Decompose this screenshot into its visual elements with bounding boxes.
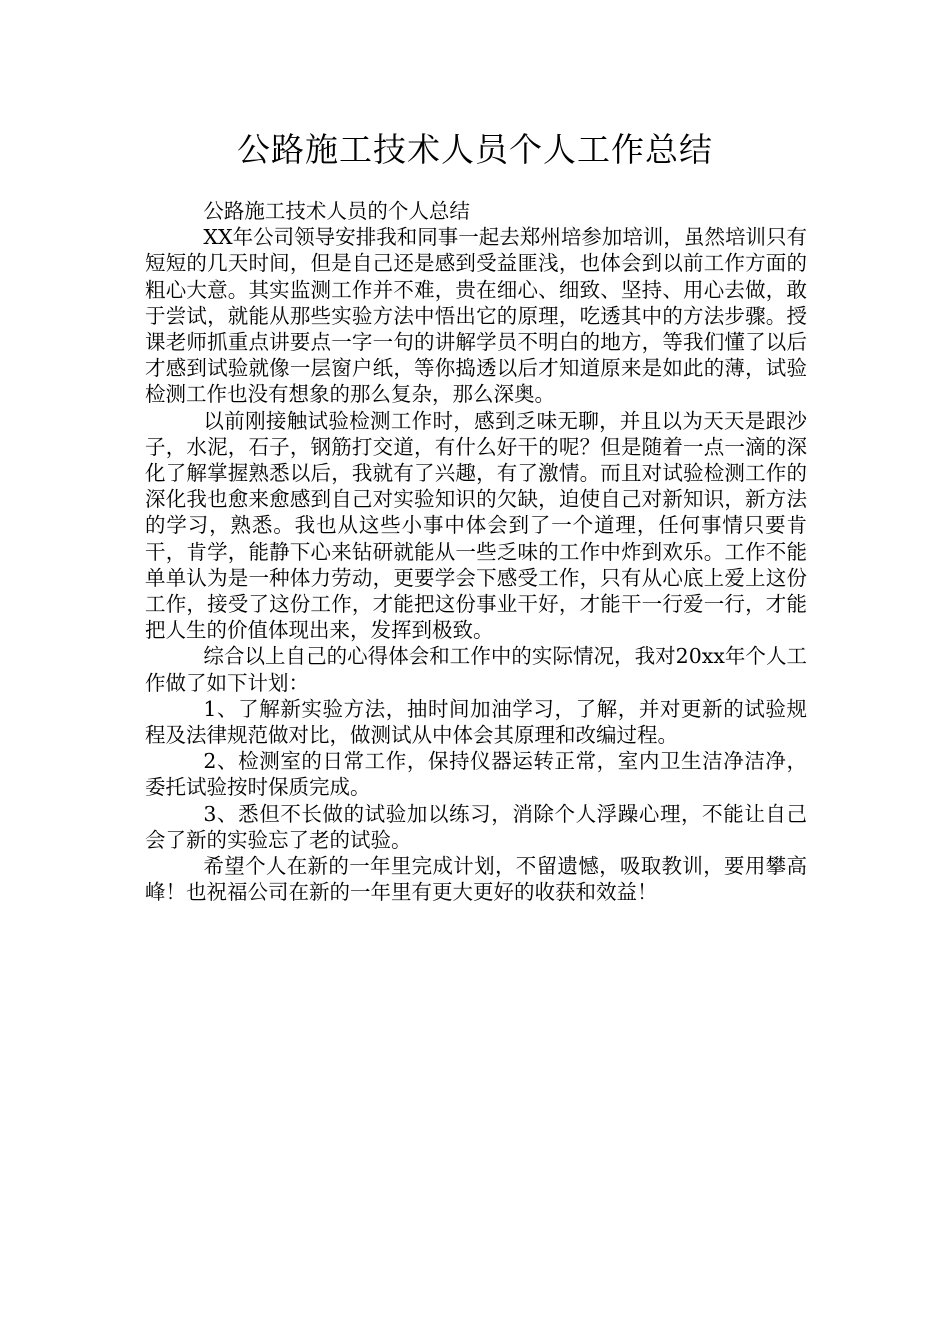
- closing-paragraph: 希望个人在新的一年里完成计划，不留遗憾，吸取教训，要用攀高峰！也祝福公司在新的一年里有更大更好的收获和效益！: [145, 854, 807, 905]
- body-paragraph: 以前刚接触试验检测工作时，感到乏味无聊，并且以为天天是跟沙子，水泥，石子，钢筋打交道，有什么好干的呢？但是随着一点一滴的深化了解掌握熟悉以后，我就有了兴趣，有了激情。而且对试验检测工作的深化我也愈来愈感到自己对实验知识的欠缺，迫使自己对新知识，新方法的学习，熟悉。我也从这些小事中体会到了一个道理，任何事情只要肯干，肯学，能静下心来钻研就能从一些乏味的工作中炸到欢乐。工作不能单单认为是一种体力劳动，更要学会下感受工作，只有从心底上爱上这份工作，接受了这份工作，才能把这份事业干好，才能干一行爱一行，才能把人生的价值体现出来，发挥到极致。: [145, 408, 807, 643]
- plan-item: 3、悉但不长做的试验加以练习，消除个人浮躁心理，不能让自己会了新的实验忘了老的试验。: [145, 801, 807, 852]
- body-paragraph: 综合以上自己的心得体会和工作中的实际情况，我对20xx年个人工作做了如下计划：: [145, 644, 807, 695]
- document-body: [145, 198, 807, 905]
- subtitle-paragraph: 公路施工技术人员的个人总结: [203, 199, 470, 223]
- body-paragraph: XX年公司领导安排我和同事一起去郑州培参加培训，虽然培训只有短短的几天时间，但是自己还是感到受益匪浅，也体会到以前工作方面的粗心大意。其实监测工作并不难，贵在细心、细致、坚持、用心去做，敢于尝试，就能从那些实验方法中悟出它的原理，吃透其中的方法步骤。授课老师抓重点讲要点一字一句的讲解学员不明白的地方，等我们懂了以后才感到试验就像一层窗户纸，等你捣透以后才知道原来是如此的薄，试验检测工作也没有想象的那么复杂，那么深奥。: [145, 225, 807, 407]
- document-title: 公路施工技术人员个人工作总结: [237, 130, 713, 169]
- plan-item: 2、检测室的日常工作，保持仪器运转正常，室内卫生洁净洁净，委托试验按时保质完成。: [145, 749, 807, 800]
- plan-item: 1、了解新实验方法，抽时间加油学习，了解，并对更新的试验规程及法律规范做对比，做测试从中体会其原理和改编过程。: [145, 696, 807, 748]
